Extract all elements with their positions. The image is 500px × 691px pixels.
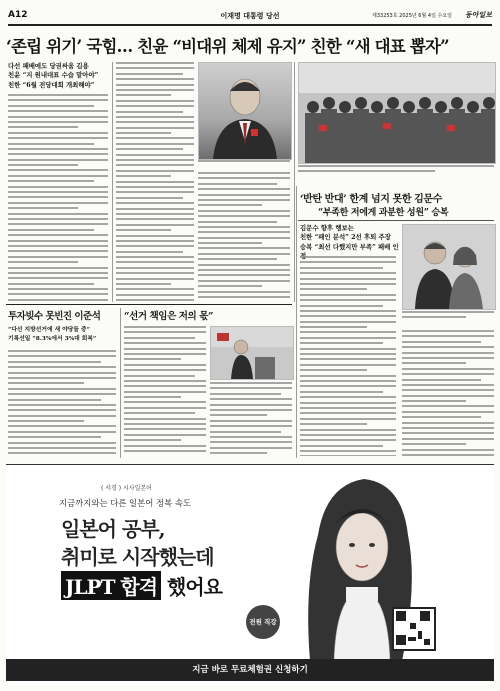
bl-subhead: 기록선일 “8.3%에서 3%대 회복”	[8, 336, 97, 343]
lead-subhead: 친윤 “지 원내대표 수습 맡아야”	[8, 71, 99, 80]
ad-after-box: 했어요	[161, 575, 222, 599]
column-divider	[120, 308, 121, 458]
ad-jlpt-box: JLPT 합격	[61, 571, 161, 600]
ad-qr-code[interactable]	[392, 607, 436, 651]
lead-subhead: 다선 패배에도 당권싸움 김용	[8, 62, 89, 70]
side-feature-subtitle: “부족한 저에게 과분한 성원” 승복	[318, 208, 449, 218]
side-body-text-2	[402, 330, 494, 458]
side-feature-title: ‘반탄 반대’ 한계 넘지 못한 김문수	[300, 194, 442, 205]
speech-photo	[210, 326, 294, 380]
side-subhead: 친한 “패인 분석” 2선 후퇴 주장	[300, 233, 391, 242]
main-headline: ‘존립 위기’ 국힘… 친윤 “비대위 체제 유지” 친한 “새 대표 뽑자”	[6, 37, 449, 56]
ad-headline-line2: 취미로 시작했는데	[61, 545, 214, 569]
newspaper-logo: 동아일보	[464, 11, 492, 19]
ad-brand: ( 서경 ) 시사일본어	[101, 485, 152, 492]
issue-date: 제33253호 2025년 6월 4일 수요일	[372, 13, 452, 19]
portrait-photo	[198, 62, 292, 160]
bottom-mid-title: “선거 책임은 저의 몫”	[124, 311, 214, 322]
photo-caption	[198, 160, 290, 170]
page-number: A12	[8, 10, 28, 20]
bottom-left-body	[8, 350, 116, 458]
ad-headline-line1: 일본어 공부,	[61, 517, 165, 541]
lead-subhead: 친한 “6월 전당대회 개최해야”	[8, 80, 95, 89]
column-divider	[294, 62, 295, 302]
couple-photo	[402, 224, 496, 310]
col3-body-text	[198, 172, 290, 302]
ad-headline-line3	[61, 571, 222, 600]
side-subhead: 김문수 향후 행보는	[300, 224, 354, 232]
bottom-mid-body	[124, 326, 206, 458]
lead-subheads	[8, 62, 108, 90]
column-divider	[296, 186, 297, 458]
ad-badge: 전원 직강	[246, 605, 280, 639]
side-subhead: 승복 “최선 다했지만 부족” 패배 인	[300, 242, 399, 251]
photo-caption	[298, 165, 494, 181]
divider	[298, 220, 494, 221]
page-header	[8, 10, 492, 26]
bottom-left-title: 투자빚수 못빈진 이준석	[8, 311, 101, 322]
bottom-mid-body-2	[210, 382, 292, 458]
crowd-photo	[298, 62, 496, 164]
photo-caption	[402, 311, 494, 325]
section-title: 이재명 대통령 당선	[220, 12, 280, 20]
column-divider	[112, 62, 113, 302]
bl-subhead: “다선 지방선거에 새 야당들 중”	[8, 327, 90, 333]
divider	[6, 304, 292, 305]
lead-body-text	[8, 94, 108, 301]
ad-tagline: 지금까지와는 다른 일본어 정복 속도	[59, 498, 192, 508]
lead-body-text-2	[116, 62, 194, 302]
advertisement[interactable]	[6, 464, 494, 685]
bottom-left-subheads	[8, 326, 116, 345]
side-body-text	[300, 256, 396, 456]
ad-cta-button[interactable]: 지금 바로 무료체험권 신청하기	[6, 659, 494, 681]
